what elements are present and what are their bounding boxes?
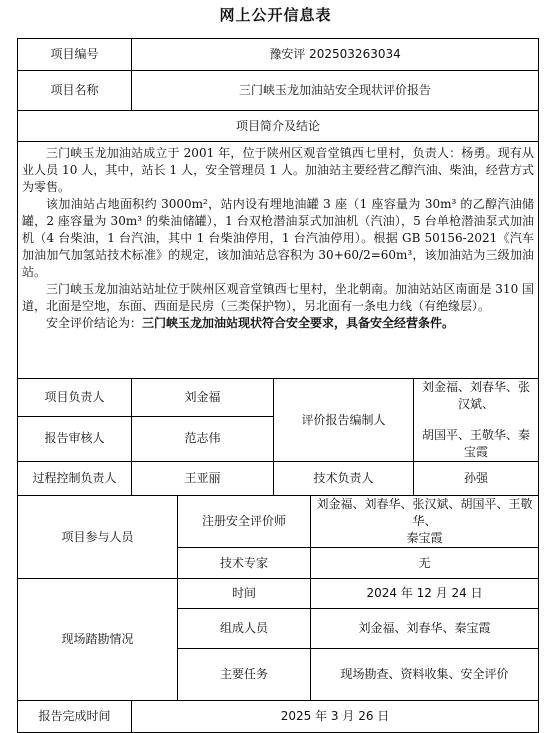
- conclusion-text: 三门峡玉龙加油站现状符合安全要求，具备安全经营条件。: [142, 316, 455, 330]
- survey-tasks-value: 现场勘查、资料收集、安全评价: [311, 649, 539, 701]
- completion-value: 2025 年 3 月 26 日: [132, 701, 539, 733]
- row-completion: [18, 701, 539, 733]
- survey-time-label: 时间: [178, 579, 311, 609]
- row-leader: [18, 379, 539, 417]
- row-project-number: [18, 39, 539, 71]
- compiler-value: [414, 379, 539, 462]
- row-process-tech: [18, 462, 539, 496]
- row-survey-time: [18, 579, 539, 609]
- summary-body: [18, 142, 539, 379]
- survey-members-value: 刘金福、刘春华、秦宝霞: [311, 609, 539, 649]
- leader-value: 刘金福: [132, 379, 274, 417]
- summary-paragraph-2: 该加油站占地面积约 3000m²，站内设有埋地油罐 3 座（1 座容量为 30m³ 的乙醇汽油储罐，2 座容量为 30m³ 的柴油储罐），1 台双枪潜油泵式加油机（汽油），5 台单枪潜油泵式加油机（4 台柴油，1 台汽油，其中 1 台柴油停用，1 台汽油停用）。根据 GB 50156-2021《汽车加油加气加氢站技术标准》的规定，该加油站总容积为 30+60/2=60m³，该加油站为三级加油站。: [22, 197, 535, 279]
- participants-label: 项目参与人员: [18, 496, 178, 579]
- engineers-line-2: 秦宝霞: [406, 531, 443, 545]
- engineer-label: 注册安全评价师: [178, 496, 311, 548]
- leader-label: 项目负责人: [18, 379, 132, 417]
- summary-paragraph-1: 三门峡玉龙加油站成立于 2001 年，位于陕州区观音堂镇西七里村，负责人：杨勇。现有从业人员 10 人，其中，站长 1 人，安全管理员 1 人。加油站主要经营乙醇汽油、柴油，经营方式为零售。: [22, 146, 535, 194]
- summary-heading: 项目简介及结论: [18, 111, 539, 142]
- site-survey-label: 现场踏勘情况: [18, 579, 178, 701]
- project-number-value: 豫安评 202503263034: [132, 39, 539, 71]
- row-summary-heading: [18, 111, 539, 142]
- expert-value: 无: [311, 548, 539, 579]
- survey-tasks-label: 主要任务: [178, 649, 311, 701]
- project-number-label: 项目编号: [18, 39, 132, 71]
- page-title: 网上公开信息表: [219, 6, 332, 24]
- expert-label: 技术专家: [178, 548, 311, 579]
- engineers-value: [311, 496, 539, 548]
- project-name-value: 三门峡玉龙加油站安全现状评价报告: [132, 71, 539, 111]
- engineers-line-1: 刘金福、刘春华、张汉斌、胡国平、王敬华、: [316, 497, 533, 528]
- survey-members-label: 组成人员: [178, 609, 311, 649]
- summary-paragraph-3: 三门峡玉龙加油站站址位于陕州区观音堂镇西七里村，坐北朝南。加油站站区南面是 310 国道，北面是空地，东面、西面是民房（三类保护物），另北面有一条电力线（有绝缘层）。: [22, 282, 535, 313]
- row-summary-body: [18, 142, 539, 379]
- compiler-label: 评价报告编制人: [274, 379, 414, 462]
- process-label: 过程控制负责人: [18, 462, 132, 496]
- reviewer-value: 范志伟: [132, 416, 274, 461]
- conclusion-prefix: 安全评价结论为：: [46, 316, 143, 330]
- completion-label: 报告完成时间: [18, 701, 132, 733]
- tech-label: 技术负责人: [274, 462, 414, 496]
- tech-value: 孙强: [414, 462, 539, 496]
- reviewer-label: 报告审核人: [18, 416, 132, 461]
- compiler-line-1: 刘金福、刘春华、张汉斌、: [422, 380, 531, 411]
- project-name-label: 项目名称: [18, 71, 132, 111]
- compiler-line-2: 胡国平、王敬华、秦宝霞: [422, 428, 531, 459]
- row-engineers: [18, 496, 539, 548]
- summary-conclusion: [22, 315, 534, 332]
- survey-time-value: 2024 年 12 月 24 日: [311, 579, 539, 609]
- row-project-name: [18, 71, 539, 111]
- process-value: 王亚丽: [132, 462, 274, 496]
- info-table: [17, 38, 539, 733]
